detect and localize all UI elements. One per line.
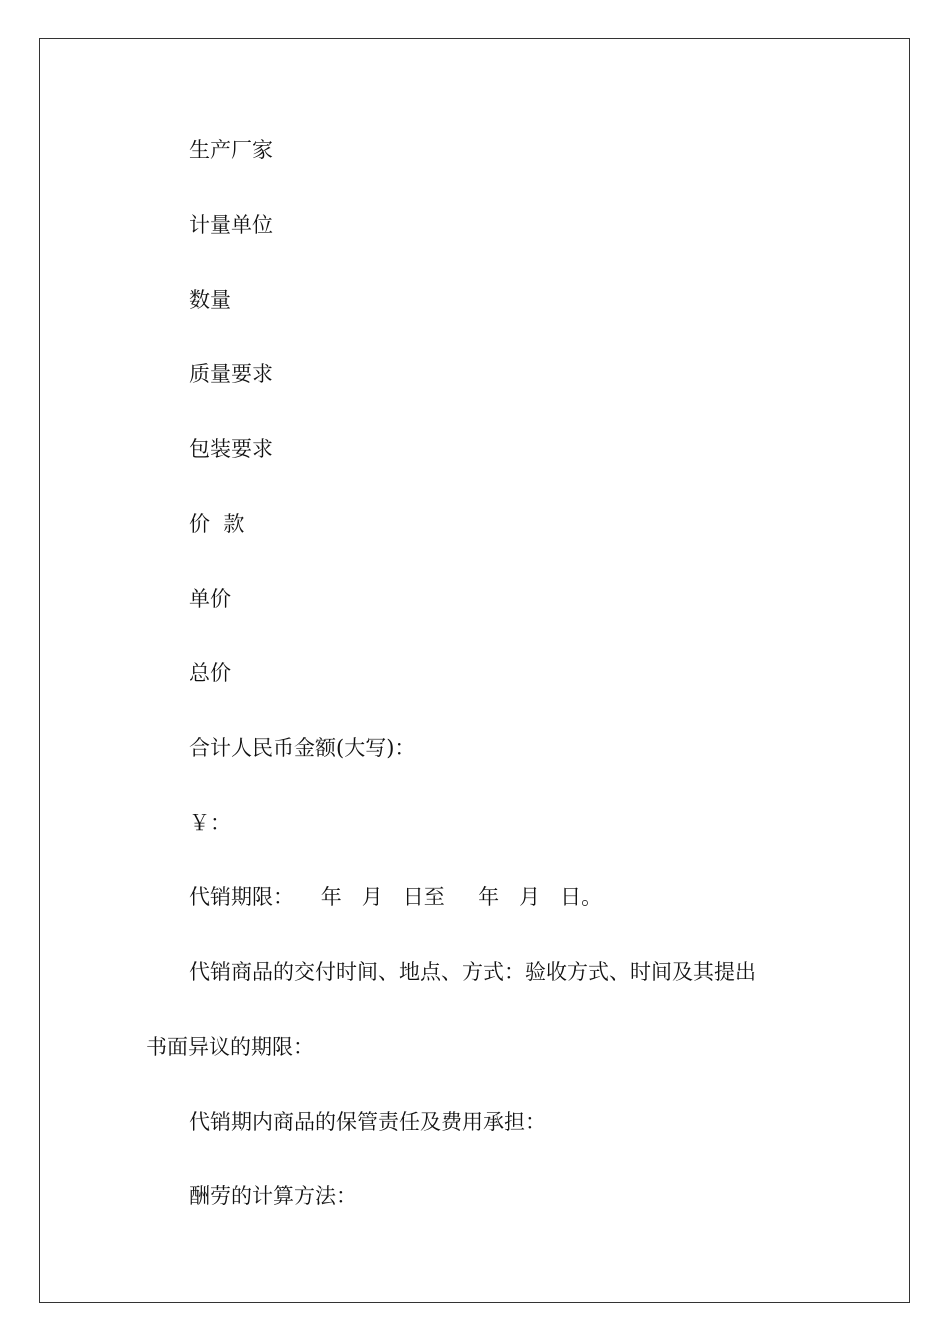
field-delivery-terms: 代销商品的交付时间、地点、方式：验收方式、时间及其提出 <box>189 960 756 984</box>
field-price: 价 款 <box>189 512 245 536</box>
field-unit-price: 单价 <box>189 587 231 611</box>
field-unit-of-measure: 计量单位 <box>189 213 273 237</box>
field-custody-responsibility: 代销期内商品的保管责任及费用承担： <box>189 1110 546 1134</box>
field-remuneration-method: 酬劳的计算方法： <box>189 1184 357 1208</box>
field-objection-period: 书面异议的期限： <box>146 1035 314 1059</box>
field-yuan-amount: ￥： <box>189 811 231 835</box>
field-manufacturer: 生产厂家 <box>189 138 273 162</box>
field-quality-requirements: 质量要求 <box>189 362 273 386</box>
field-packaging-requirements: 包装要求 <box>189 437 273 461</box>
field-quantity: 数量 <box>189 288 231 312</box>
field-total-price: 总价 <box>189 661 231 685</box>
field-consignment-period: 代销期限： 年 月 日至 年 月 日。 <box>189 885 603 909</box>
field-total-amount-in-words: 合计人民币金额(大写)： <box>189 736 416 760</box>
